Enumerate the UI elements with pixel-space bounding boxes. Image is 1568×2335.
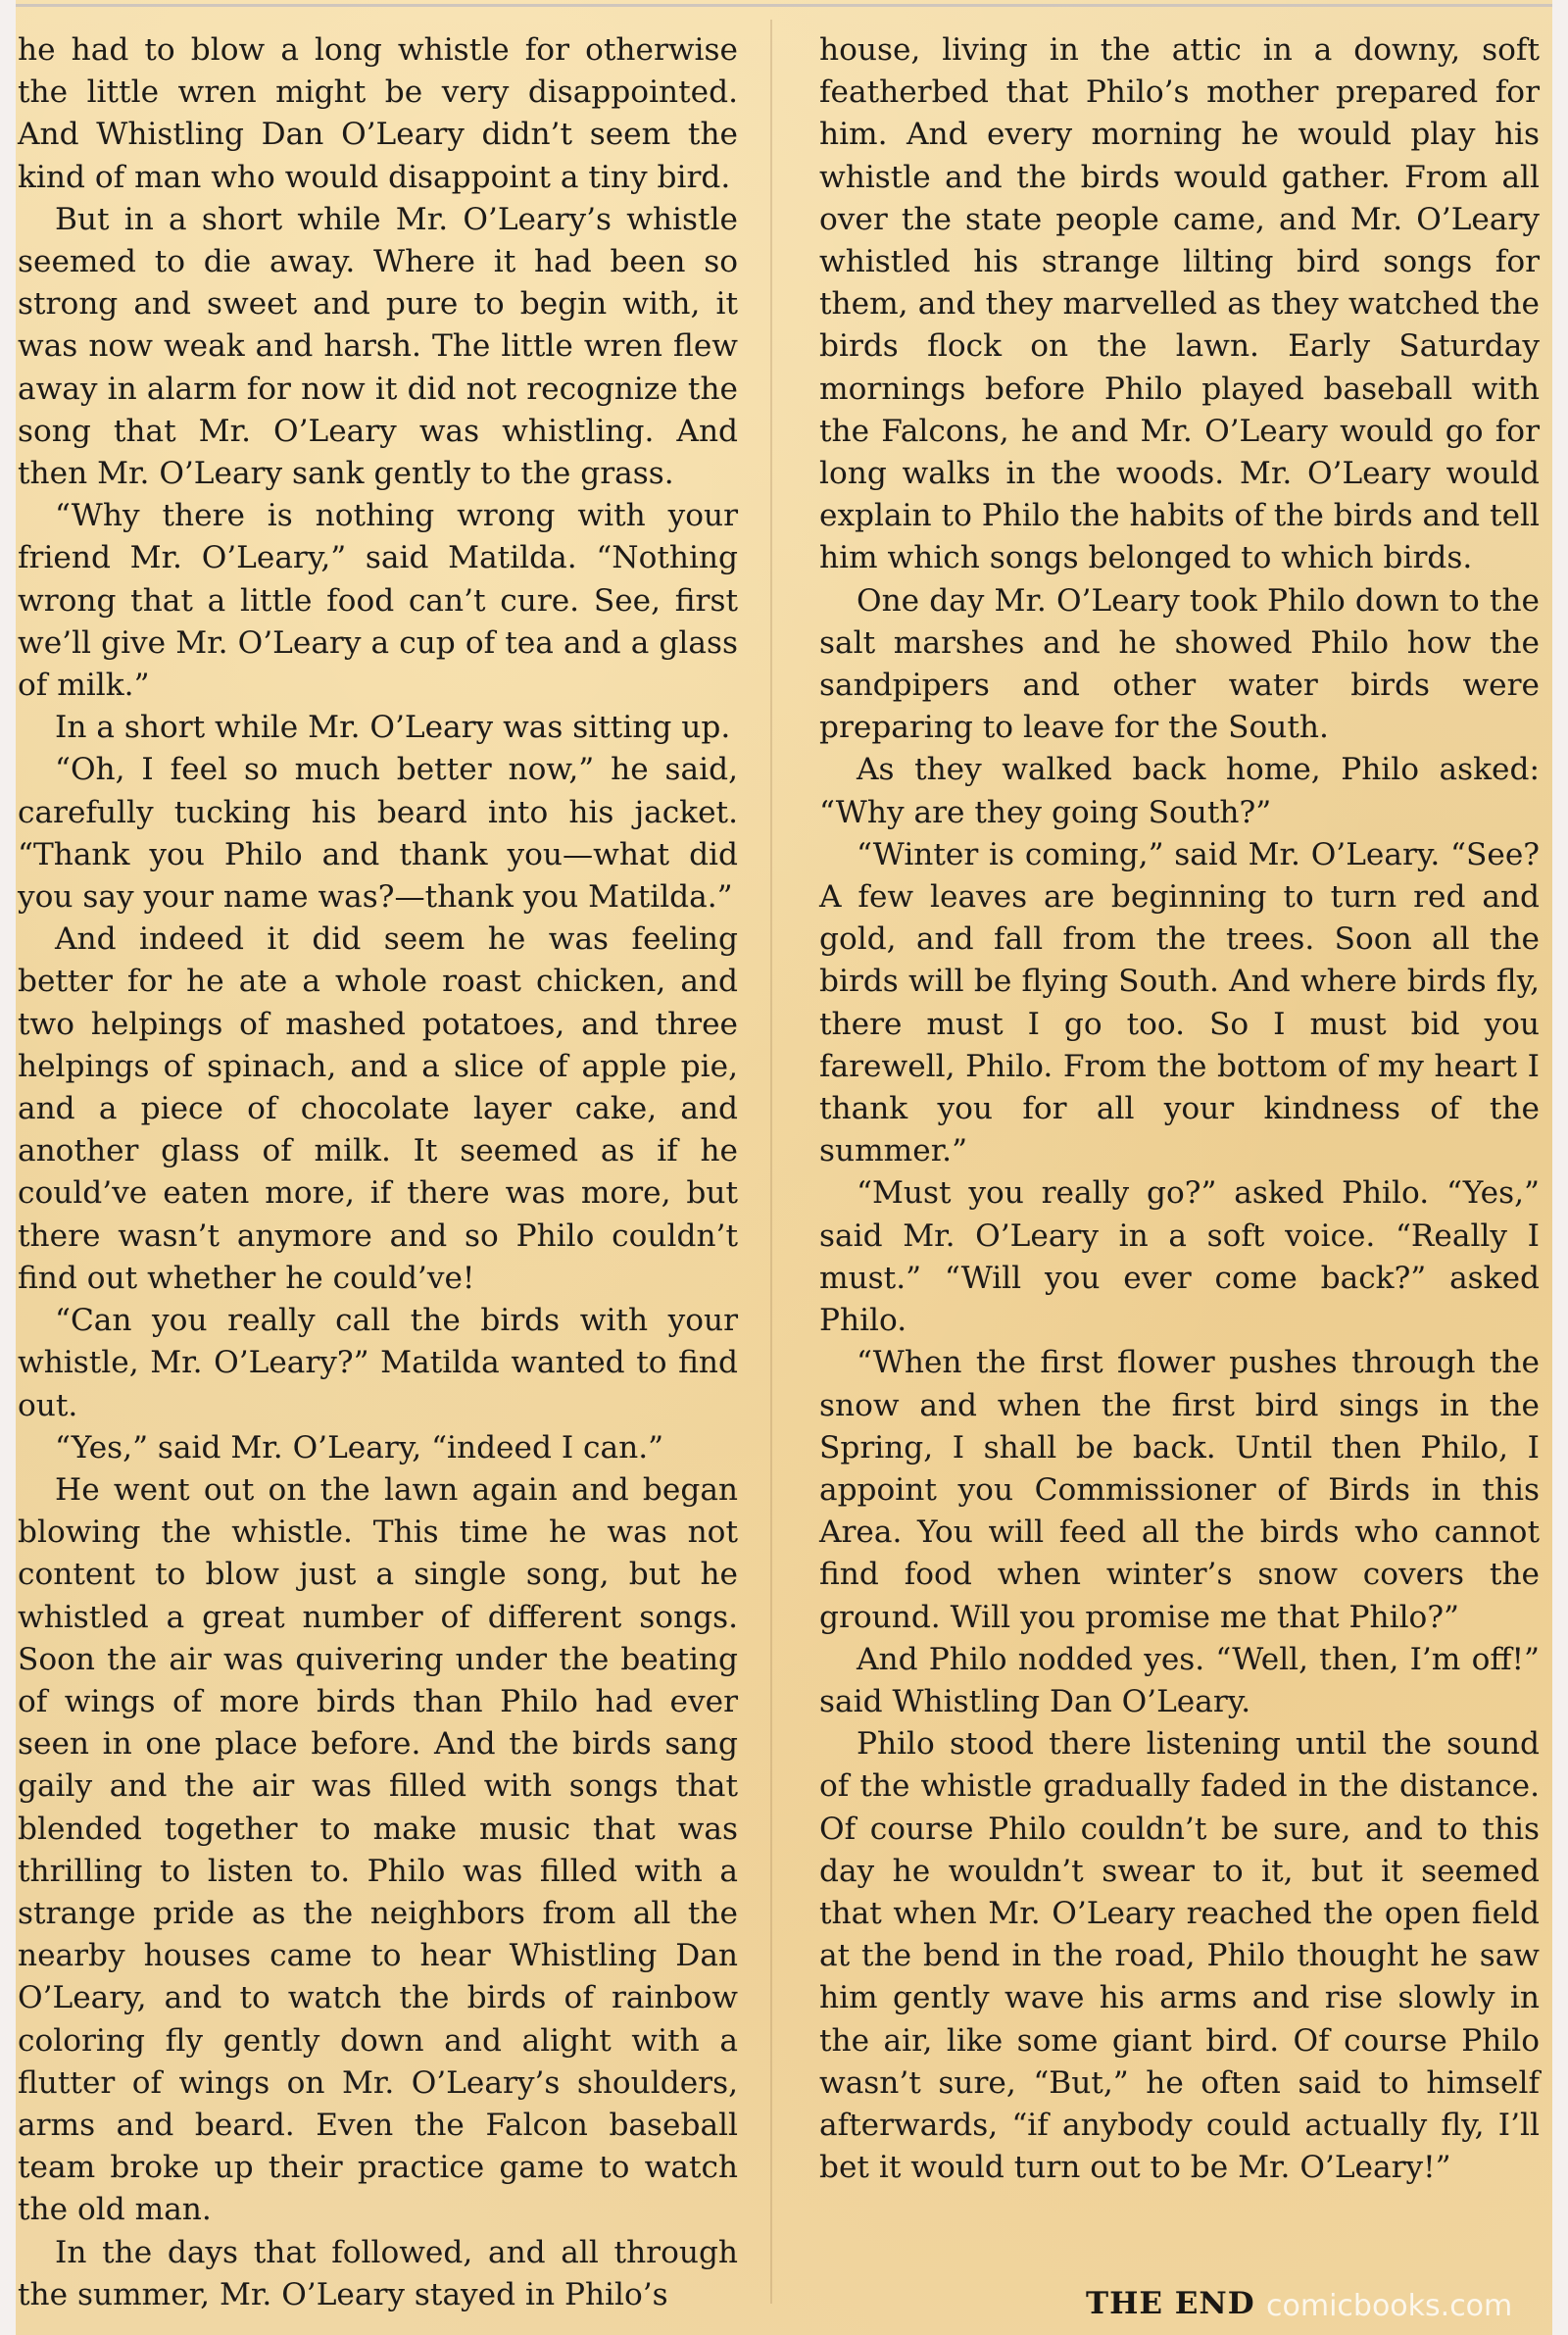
paragraph: “Can you really call the birds with your whistle, Mr. O’Leary?” Matilda wanted to find out. — [18, 1303, 738, 1423]
paragraph: “Oh, I feel so much better now,” he said, carefully tucking his beard into his jacket. “Thank you Philo and thank you—what did you say your name was?—thank you Matilda.” — [18, 752, 738, 916]
paragraph: He went out on the lawn again and began blowing the whistle. This time he was not content to blow just a single song, but he whistled a great number of different songs. Soon the air was quivering under the beating of wings of more birds than Philo had ever seen in one place before. And the birds sang gaily and the air was filled with songs that blended together to make music that was thrilling to listen to. Philo was filled with a strange pride as the neighbors from all the nearby houses came to hear Whistling Dan O’Leary, and to watch the birds of rainbow coloring fly gently down and alight with a flutter of wings on Mr. O’Leary’s shoulders, arms and beard. Even the Falcon baseball team broke up their practice game to watch the old man. — [18, 1471, 738, 2228]
the-end-label: THE END — [1086, 2286, 1255, 2321]
page-left-border — [0, 0, 16, 2335]
paragraph: he had to blow a long whistle for otherwise the little wren might be very disappointed. And Whistling Dan O’Leary didn’t seem the kind of man who would disappoint a tiny bird. — [18, 32, 738, 195]
page-right-border — [1552, 0, 1568, 2335]
paragraph: “Why there is nothing wrong with your friend Mr. O’Leary,” said Matilda. “Nothing wrong that a little food can’t cure. See, first we’ll give Mr. O’Leary a cup of tea and a glass of milk.” — [18, 498, 738, 704]
paragraph: As they walked back home, Philo asked: “Why are they going South?” — [819, 752, 1540, 830]
page-top-rule — [16, 4, 1552, 7]
paragraph: In a short while Mr. O’Leary was sitting up. — [55, 710, 731, 746]
paragraph: “When the first flower pushes through the snow and when the first bird sings in the Spring, I shall be back. Until then Philo, I appoint you Commissioner of Birds in this Area. You will feed all the birds who cannot find food when winter’s snow covers the ground. Will you promise me that Philo?” — [819, 1345, 1540, 1635]
paragraph: Philo stood there listening until the sound of the whistle gradually faded in the distance. Of course Philo couldn’t be sure, and to this day he wouldn’t swear to it, but it seemed that when Mr. O’Leary reached the open field at the bend in the road, Philo thought he saw him gently wave his arms and rise slowly in the air, like some giant bird. Of course Philo wasn’t sure, “But,” he often said to himself afterwards, “if anybody could actually fly, I’ll bet it would turn out to be Mr. O’Leary!” — [819, 1726, 1540, 2186]
site-watermark: comicbooks.com — [1266, 2289, 1513, 2323]
paragraph: And Philo nodded yes. “Well, then, I’m off!” said Whistling Dan O’Leary. — [819, 1641, 1540, 1719]
paragraph: In the days that followed, and all through the summer, Mr. O’Leary stayed in Philo’s — [18, 2234, 738, 2312]
paragraph: “Winter is coming,” said Mr. O’Leary. “See? A few leaves are beginning to turn red and gold, and fall from the trees. Soon all the birds will be flying South. And where birds fly, there must I go too. So I must bid you farewell, Philo. From the bottom of my heart I thank you for all your kindness of the summer.” — [819, 836, 1540, 1169]
paragraph: house, living in the attic in a downy, soft featherbed that Philo’s mother prepared for him. And every morning he would play his whistle and the birds would gather. From all over the state people came, and Mr. O’Leary whistled his strange lilting bird songs for them, and they marvelled as they watched the birds flock on the lawn. Early Saturday mornings before Philo played baseball with the Falcons, he and Mr. O’Leary would go for long walks in the woods. Mr. O’Leary would explain to Philo the habits of the birds and tell him which songs belonged to which birds. — [819, 32, 1540, 576]
right-text-column — [819, 29, 1540, 2189]
paragraph: And indeed it did seem he was feeling better for he ate a whole roast chicken, and two helpings of mashed potatoes, and three helpings of spinach, and a slice of apple pie, and a piece of chocolate layer cake, and another glass of milk. It seemed as if he could’ve eaten more, if there was more, but there wasn’t anymore and so Philo couldn’t find out whether he could’ve! — [18, 921, 738, 1296]
paragraph: “Must you really go?” asked Philo. “Yes,” said Mr. O’Leary in a soft voice. “Really I must.” “Will you ever come back?” asked Philo. — [819, 1175, 1540, 1339]
left-text-column — [18, 29, 738, 2316]
column-gutter — [770, 20, 772, 2304]
paragraph: “Yes,” said Mr. O’Leary, “indeed I can.” — [55, 1429, 664, 1466]
paragraph: But in a short while Mr. O’Leary’s whistle seemed to die away. Where it had been so strong and sweet and pure to begin with, it was now weak and harsh. The little wren flew away in alarm for now it did not recognize the song that Mr. O’Leary was whistling. And then Mr. O’Leary sank gently to the grass. — [18, 201, 738, 492]
paragraph: One day Mr. O’Leary took Philo down to the salt marshes and he showed Philo how the sandpipers and other water birds were preparing to leave for the South. — [819, 582, 1540, 746]
